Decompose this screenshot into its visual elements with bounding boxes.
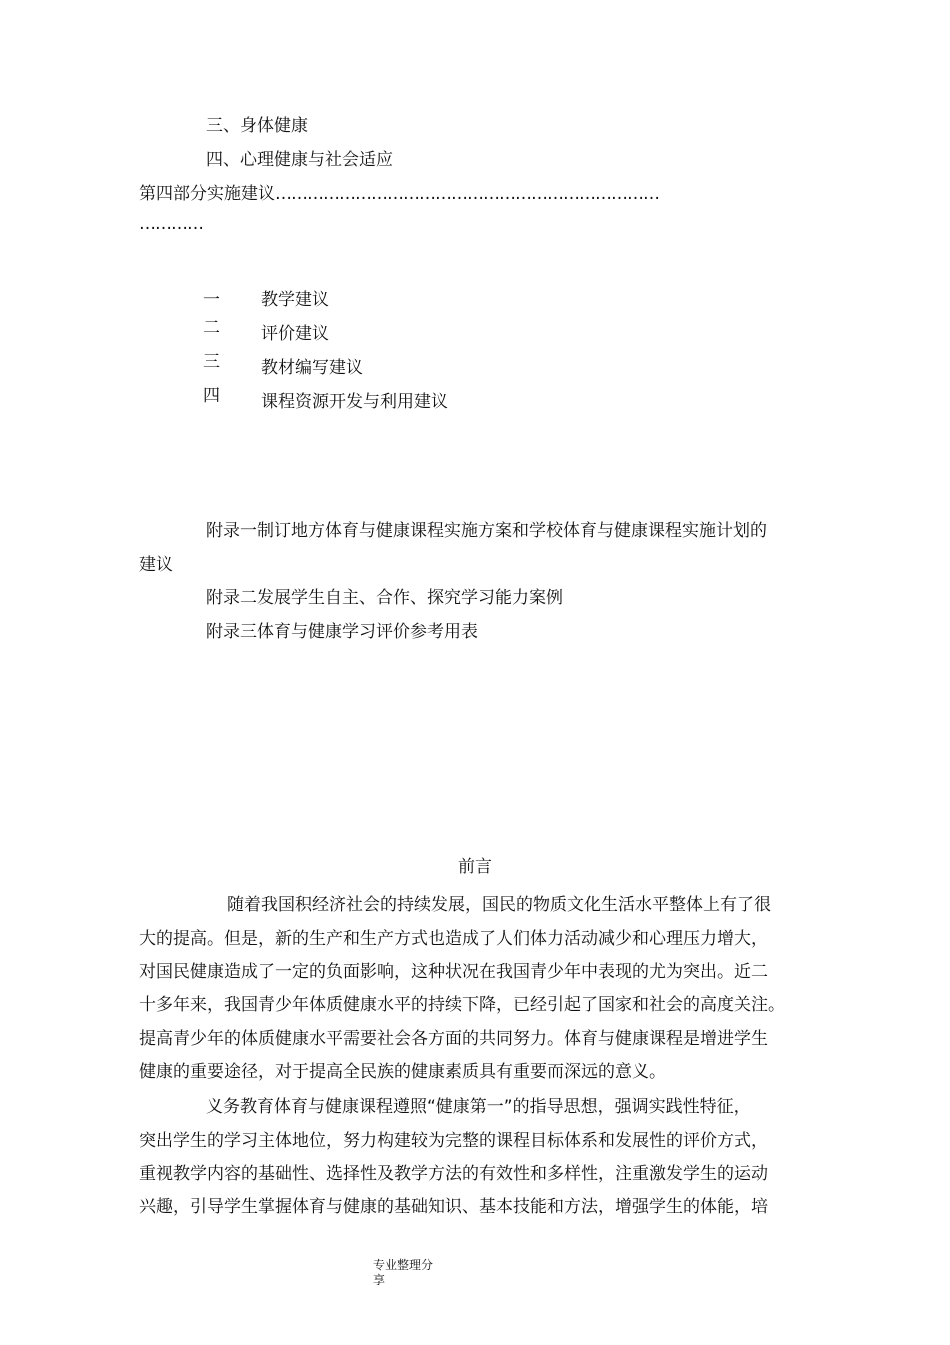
appendix-1-line2: 建议	[139, 555, 173, 575]
paragraph-line: 健康的重要途径，对于提高全民族的健康素质具有重要而深远的意义。	[139, 1062, 666, 1082]
toc-sub-textbook: 教材编写建议	[261, 358, 363, 378]
paragraph-line: 义务教育体育与健康课程遵照“健康第一”的指导思想，强调实践性特征，	[206, 1097, 751, 1117]
toc-sub-number-1: 一	[203, 290, 220, 310]
footer-text-line1: 专业整理分	[373, 1258, 434, 1272]
toc-item-physical-health: 三、身体健康	[206, 116, 308, 136]
paragraph-line: 重视教学内容的基础性、选择性及教学方法的有效性和多样性，注重激发学生的运动	[139, 1164, 768, 1184]
paragraph-line: 突出学生的学习主体地位，努力构建较为完整的课程目标体系和发展性的评价方式，	[139, 1131, 768, 1151]
preface-title: 前言	[458, 857, 492, 877]
paragraph-line: 兴趣，引导学生掌握体育与健康的基础知识、基本技能和方法，增强学生的体能，培	[139, 1197, 768, 1217]
toc-part4-heading	[139, 184, 659, 204]
paragraph-line: 提高青少年的体质健康水平需要社会各方面的共同努力。体育与健康课程是增进学生	[139, 1029, 768, 1049]
toc-sub-resources: 课程资源开发与利用建议	[261, 392, 448, 412]
appendix-1-line1: 附录一制订地方体育与健康课程实施方案和学校体育与健康课程实施计划的	[206, 521, 767, 541]
toc-sub-number-4: 四	[203, 386, 220, 406]
toc-sub-number-2: 二	[203, 318, 220, 338]
paragraph-line: 大的提高。但是，新的生产和生产方式也造成了人们体力活动减少和心理压力增大，	[139, 929, 768, 949]
footer-text-line2: 享	[373, 1273, 386, 1287]
toc-sub-evaluation: 评价建议	[261, 324, 329, 344]
paragraph-line: 十多年来，我国青少年体质健康水平的持续下降，已经引起了国家和社会的高度关注。	[139, 995, 785, 1015]
toc-leader-dots-continued: …………	[139, 214, 203, 234]
paragraph-line: 对国民健康造成了一定的负面影响，这种状况在我国青少年中表现的尤为突出。近二	[139, 962, 768, 982]
toc-leader-dots: ………………………………………………………………	[275, 184, 659, 204]
paragraph-line: 随着我国积经济社会的持续发展，国民的物质文化生活水平整体上有了很	[227, 895, 771, 915]
toc-sub-number-3: 三	[203, 352, 220, 372]
appendix-3: 附录三体育与健康学习评价参考用表	[206, 622, 478, 642]
toc-part4-title: 第四部分实施建议	[139, 184, 275, 204]
toc-sub-teaching: 教学建议	[261, 290, 329, 310]
toc-item-mental-health: 四、心理健康与社会适应	[206, 150, 393, 170]
appendix-2: 附录二发展学生自主、合作、探究学习能力案例	[206, 588, 563, 608]
